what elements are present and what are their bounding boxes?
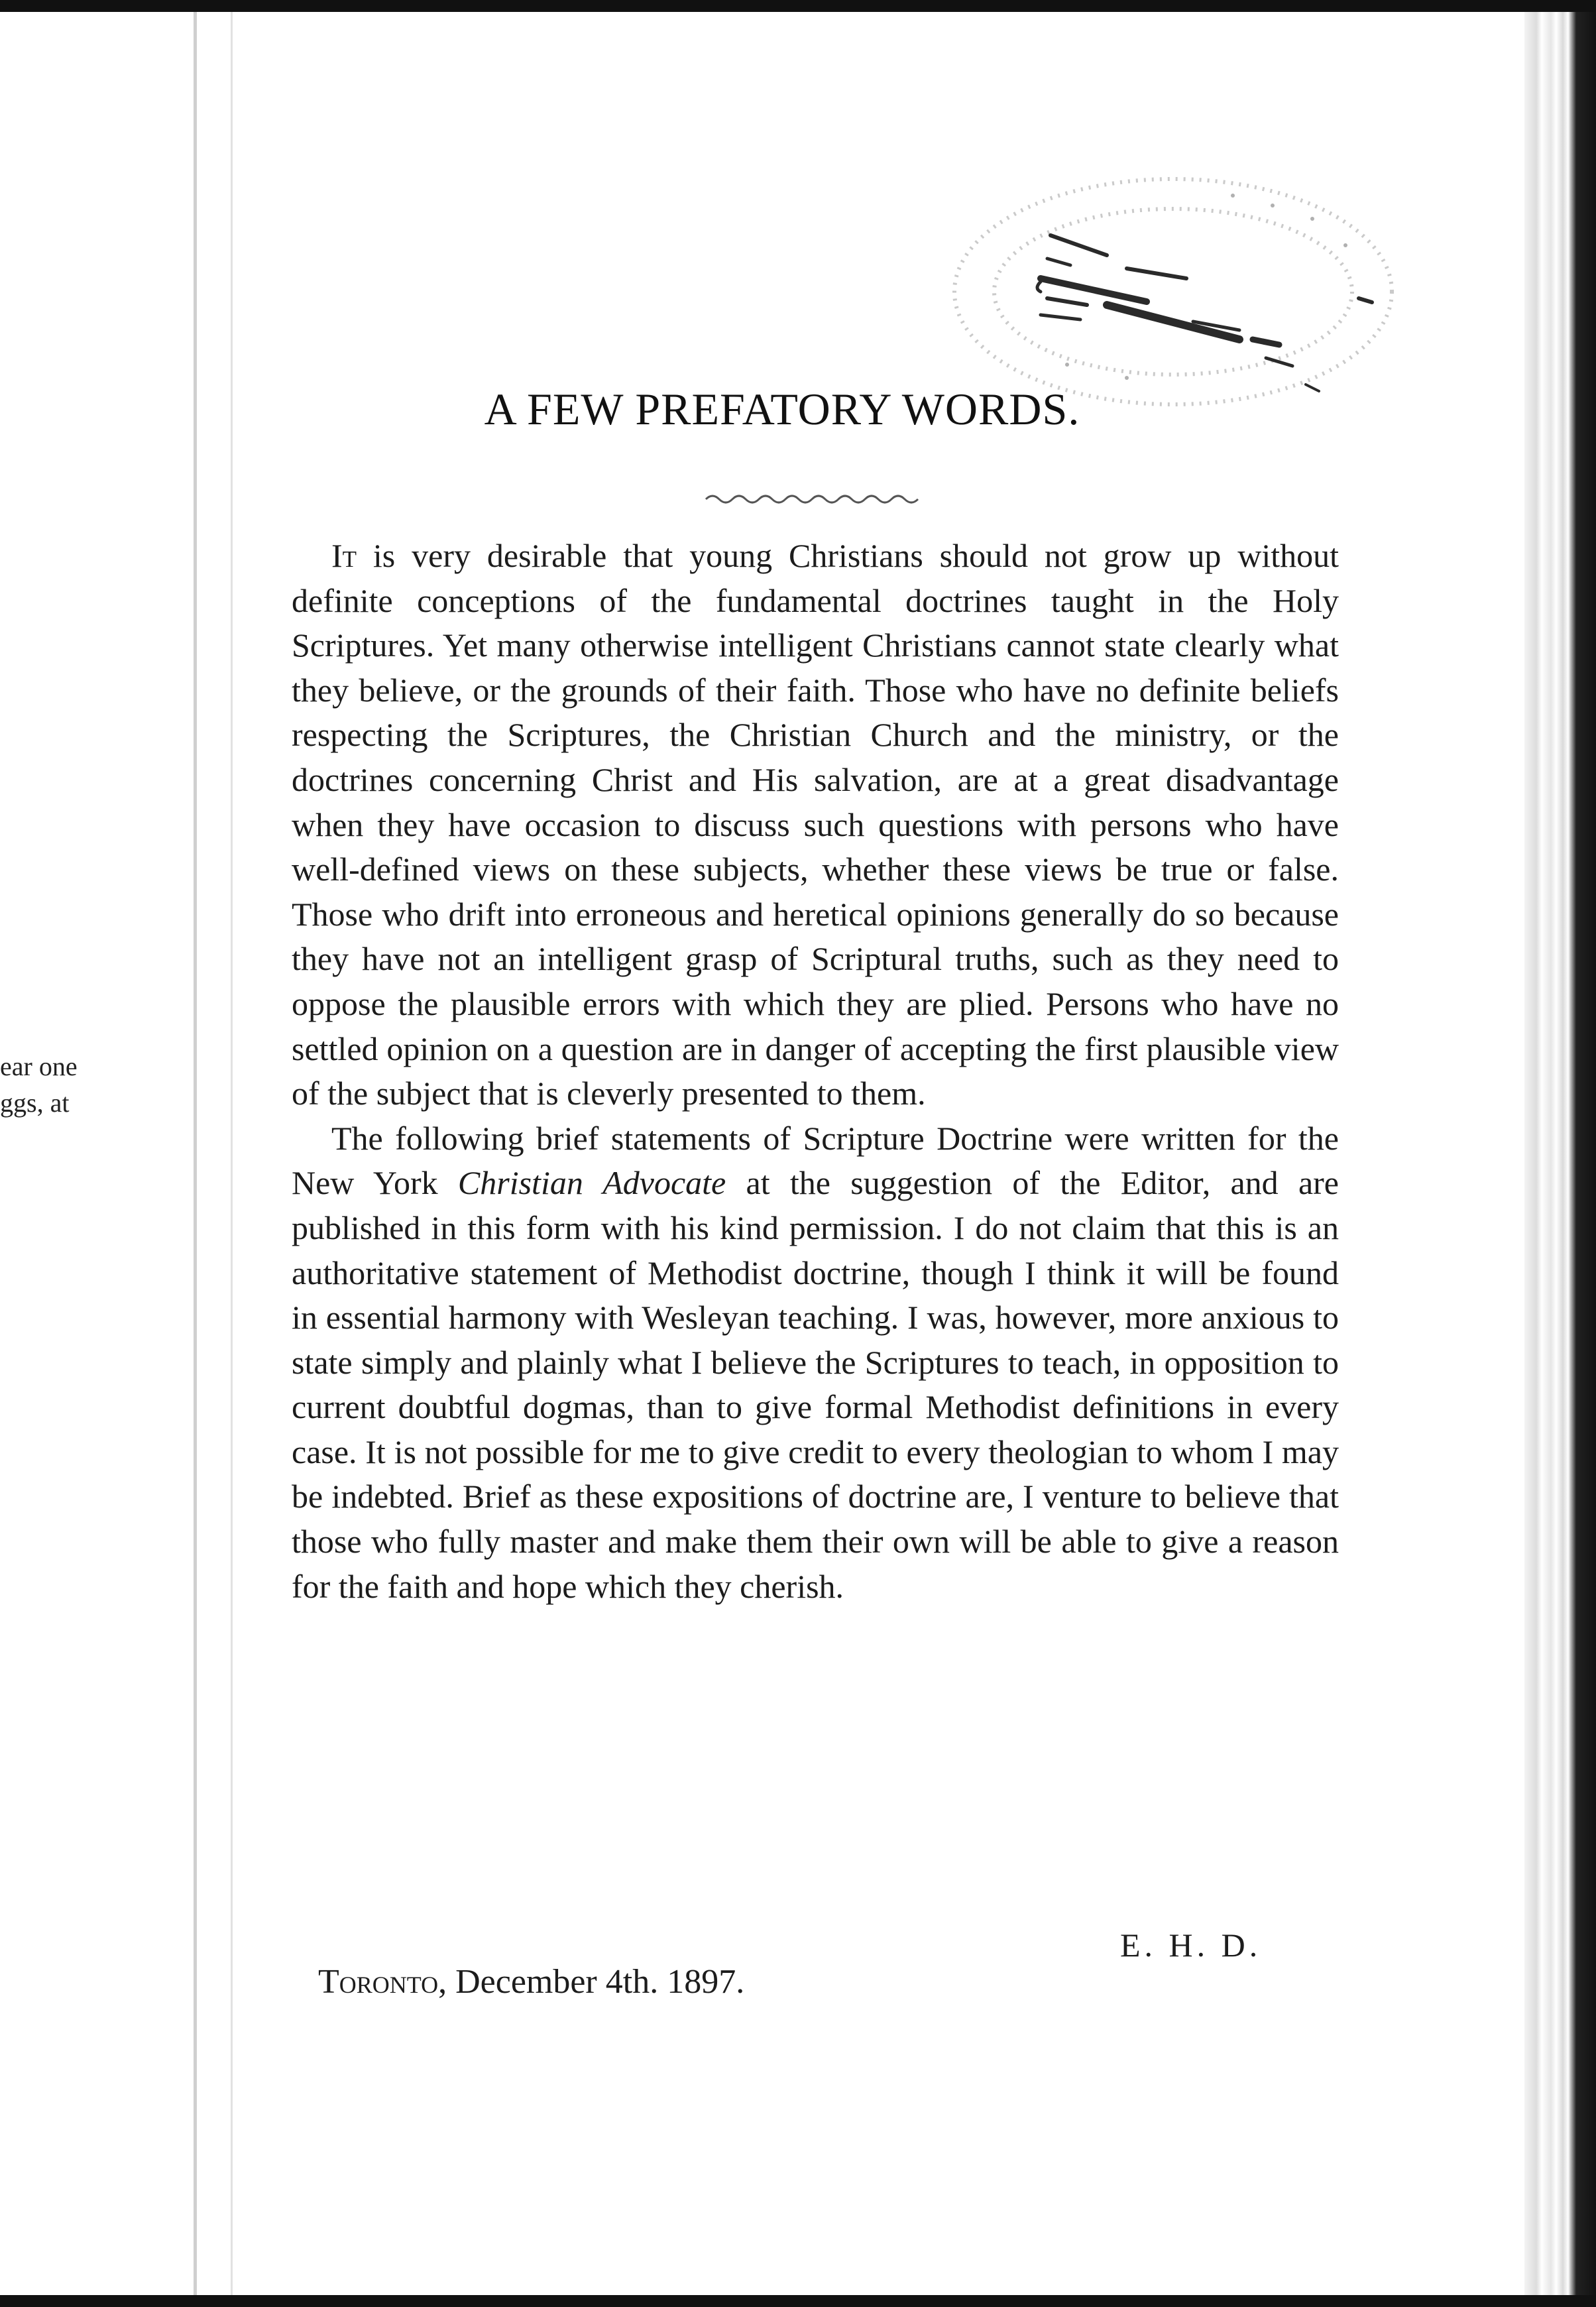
paragraph-1 (292, 534, 1339, 1116)
paragraph-1-text: is very desirable that young Christians should not grow up without definite conceptions of the fundamental doctrines taught in the Holy Scriptures. Yet many otherwise intelligent Christians cannot state clearly what they believe, or the grounds of their faith. Those who have no definite beliefs respecting the Scriptures, the Christian Church and the ministry, or the doctrines concerning Christ and His salvation, are at a great disadvantage when they have occasion to discuss such questions with persons who have well-defined views on these subjects, whether these views be true or false. Those who drift into erroneous and heretical opinions generally do so because they have not an intelligent grasp of Scriptural truths, such as they need to oppose the plausible errors with which they are plied. Persons who have no settled opinion on a question are in danger of accepting the first plausible view of the subject that is cleverly presented to them. (292, 537, 1339, 1112)
facing-page-fragment-2: ggs, at (0, 1088, 70, 1118)
book-right-edge (1524, 12, 1596, 2295)
periodical-title: Christian Advocate (457, 1164, 726, 1202)
dateline (318, 1962, 744, 2001)
scan-top-edge (0, 0, 1596, 12)
page-spine-shadow (231, 12, 233, 2295)
title-ornament (703, 489, 921, 509)
dateline-date: , December 4th. 1897. (438, 1963, 745, 2001)
paragraph-2-text-after: at the suggestion of the Editor, and are published in this form with his kind permission. I do not claim that this is an authoritative statement of Methodist doctrine, though I think it will be found in essential harmony with Wesleyan teaching. I was, however, more anxious to state simply and plainly what I believe the Scriptures to teach, in opposition to current doubtful dogmas, than to give formal Methodist definitions in every case. It is not possible for me to give credit to every theologian to whom I may be indebted. Brief as these expositions of doctrine are, I venture to believe that those who fully master and make them their own will be able to give a reason for the faith and hope which they cherish. (292, 1164, 1340, 1605)
scan-bottom-edge (0, 2295, 1596, 2307)
page-title: A FEW PREFATORY WORDS. (484, 384, 1080, 434)
facing-page-fragment-1: ear one (0, 1051, 78, 1081)
paragraph-1-lead: It (331, 537, 357, 574)
dateline-place: Toronto (318, 1963, 439, 2001)
preface-body (292, 534, 1339, 1609)
author-initials: E. H. D. (1120, 1926, 1262, 1964)
page-spine-line (194, 12, 197, 2295)
paragraph-2 (292, 1116, 1339, 1610)
paragraph-2-text-before: The following brief statements of Scripture Doctrine were written for the New York (292, 1119, 1339, 1202)
